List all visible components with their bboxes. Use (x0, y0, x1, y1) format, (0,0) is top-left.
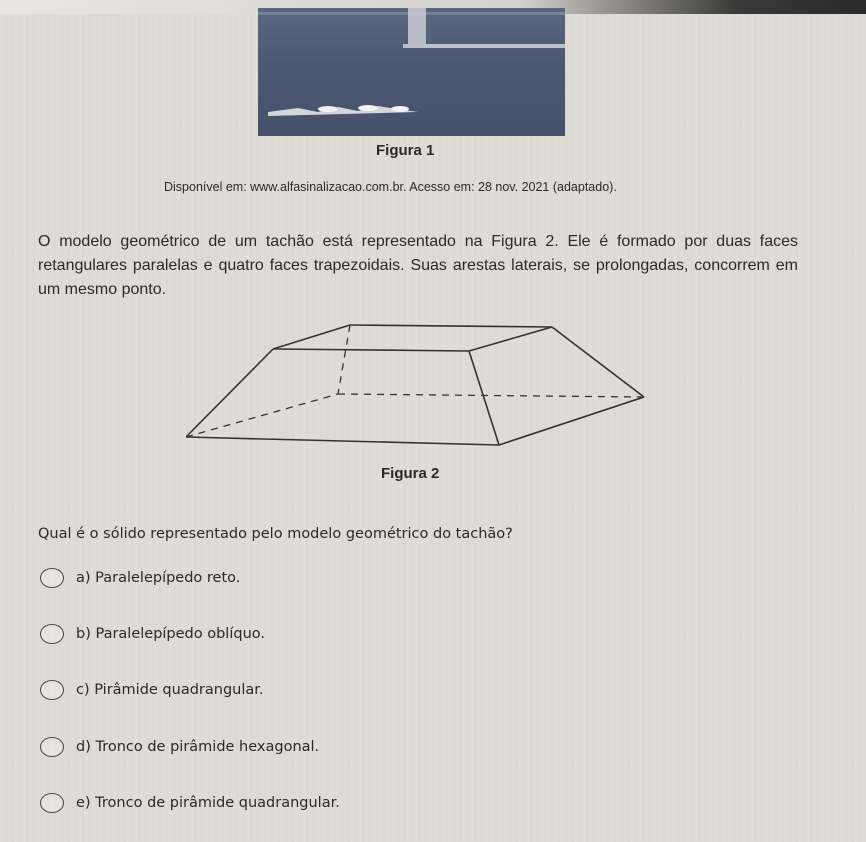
figure1-source: Disponível em: www.alfasinalizacao.com.br. Acesso em: 28 nov. 2021 (adaptado). (164, 180, 617, 194)
option-d[interactable] (40, 737, 319, 757)
figure2-caption: Figura 2 (381, 465, 440, 482)
option-c[interactable] (40, 680, 264, 700)
top-right-edge (469, 327, 552, 351)
option-e[interactable] (40, 793, 340, 813)
lateral-edge-front-right (469, 351, 499, 445)
option-d-label: d) Tronco de pirâmide hexagonal. (76, 739, 320, 755)
figure1-caption: Figura 1 (376, 142, 435, 159)
question-text: Qual é o sólido representado pelo modelo geométrico do tachão? (38, 526, 513, 542)
hidden-base-back-edge (338, 394, 644, 397)
hidden-lateral-edge (338, 325, 350, 394)
option-a[interactable] (40, 568, 240, 588)
top-back-edge (350, 325, 552, 327)
radio-button[interactable] (40, 624, 64, 644)
top-left-edge (273, 325, 350, 349)
option-b[interactable] (40, 624, 265, 644)
lateral-edge-back-right (552, 327, 644, 397)
road-photo-illustration (258, 8, 565, 136)
lateral-edge-left (186, 349, 273, 437)
option-e-label: e) Tronco de pirâmide quadrangular. (76, 795, 340, 811)
base-front-edge (186, 437, 499, 445)
radio-button[interactable] (40, 793, 64, 813)
road-stud-photo (258, 8, 565, 136)
option-c-label: c) Pirâmide quadrangular. (76, 682, 264, 698)
option-b-label: b) Paralelepípedo oblíquo. (76, 626, 265, 642)
frustum-figure (186, 322, 656, 452)
radio-button[interactable] (40, 737, 64, 757)
radio-button[interactable] (40, 680, 64, 700)
problem-paragraph: O modelo geométrico de um tachão está representado na Figura 2. Ele é formado por duas faces retangulares paralelas e quatro faces trapezoidais. Suas arestas laterais, se prolongadas, concorrem em um mesmo ponto. (38, 233, 798, 298)
hidden-base-left-edge (186, 394, 338, 437)
option-a-label: a) Paralelepípedo reto. (76, 570, 241, 586)
radio-button[interactable] (40, 568, 64, 588)
top-front-edge (273, 349, 469, 351)
base-right-edge (499, 397, 644, 445)
